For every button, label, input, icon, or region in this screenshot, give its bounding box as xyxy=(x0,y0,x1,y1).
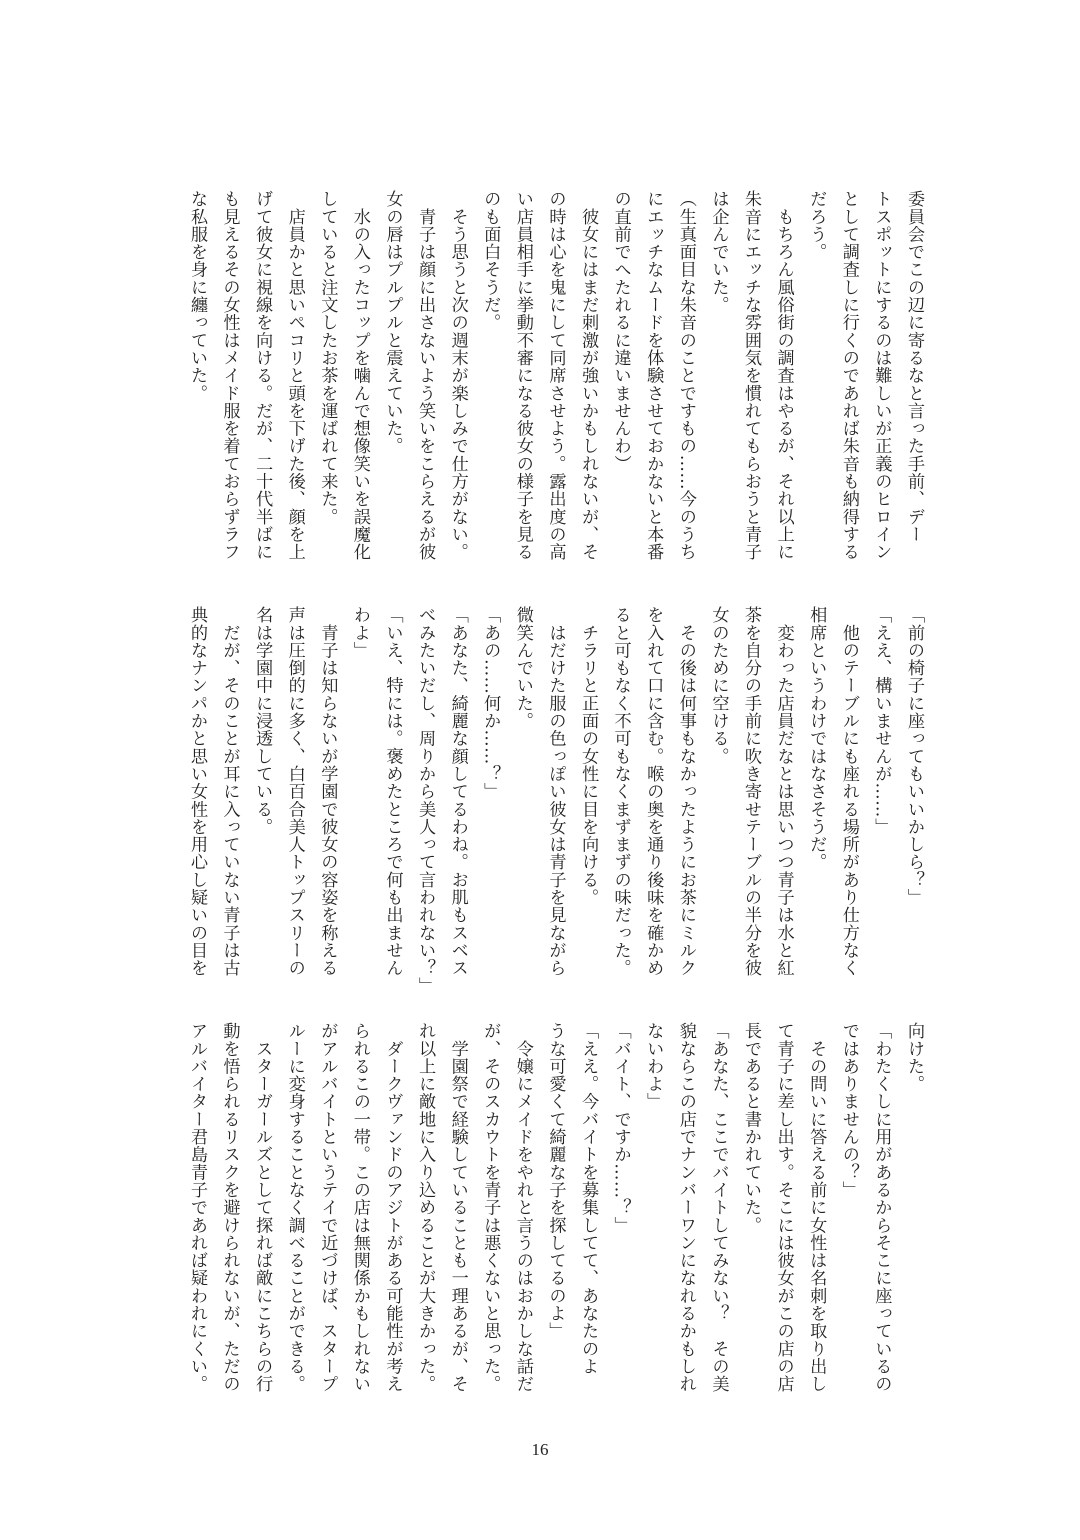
text-column: はだけた服の色っぽい彼女は青子を見ながら xyxy=(545,606,566,977)
text-column: ないわよ」 xyxy=(643,1022,664,1111)
text-block-bottom xyxy=(180,1022,930,1393)
text-column: い店員相手に挙動不審になる彼女の様子を見る xyxy=(512,190,533,561)
text-column: 向けた。 xyxy=(904,1022,924,1093)
text-column: 声は圧倒的に多く、白百合美人トップスリーの xyxy=(284,606,305,977)
text-column: 店員かと思いペコリと頭を下げた後、顔を上 xyxy=(284,190,305,561)
text-column: 女の唇はプルプルと震えていた。 xyxy=(382,190,403,455)
text-column: 「バイト、ですか……？」 xyxy=(610,1022,631,1234)
text-column: 他のテーブルにも座れる場所があり仕方なく xyxy=(838,606,859,977)
text-column: 「ええ。今バイトを募集してて、あなたのよ xyxy=(578,1022,599,1375)
text-column: な私服を身に纏っていた。 xyxy=(186,190,207,402)
text-column: トスポットにするのは難しいが正義のヒロイン xyxy=(871,190,892,561)
text-column: その後は何事もなかったようにお茶にミルク xyxy=(675,606,696,977)
text-column: 名は学園中に浸透している。 xyxy=(252,606,273,836)
text-column: ると可もなく不可もなくまずまずの味だった。 xyxy=(610,606,631,977)
text-column: （生真面目な朱音のことですもの……今のうち xyxy=(675,190,696,561)
text-column: もちろん風俗街の調査はやるが、それ以上に xyxy=(773,190,794,561)
text-column: は企んでいた。 xyxy=(708,190,729,314)
text-column: れ以上に敵地に入り込めることが大きかった。 xyxy=(415,1022,436,1393)
text-column: 委員会でこの辺に寄るなと言った手前、デー xyxy=(904,190,924,543)
text-column: も見えるその女性はメイド服を着ておらずラフ xyxy=(219,190,240,561)
text-column: 変わった店員だなとは思いつつ青子は水と紅 xyxy=(773,606,794,977)
text-column: の直前でへたれるに違いませんわ） xyxy=(610,190,631,473)
text-column: アルバイター君島青子であれば疑われにくい。 xyxy=(186,1022,207,1393)
text-column: 彼女にはまだ刺激が強いかもしれないが、そ xyxy=(578,190,599,561)
text-column: 青子は顔に出さないよう笑いをこらえるが彼 xyxy=(415,190,436,561)
text-column: として調査しに行くのであれば朱音も納得する xyxy=(838,190,859,561)
text-column: 貌ならこの店でナンバーワンになれるかもしれ xyxy=(675,1022,696,1393)
text-column: の時は心を鬼にして同席させよう。露出度の高 xyxy=(545,190,566,561)
text-column: 令嬢にメイドをやれと言うのはおかしな話だ xyxy=(512,1022,533,1393)
text-column: うな可愛くて綺麗な子を探してるのよ」 xyxy=(545,1022,566,1340)
text-column: が、そのスカウトを青子は悪くないと思った。 xyxy=(480,1022,501,1393)
text-column: ルーに変身することなく調べることができる。 xyxy=(284,1022,305,1393)
text-column: 朱音にエッチな雰囲気を慣れてもらおうと青子 xyxy=(741,190,762,561)
text-column: していると注文したお茶を運ばれて来た。 xyxy=(317,190,338,526)
text-column: げて彼女に視線を向ける。だが、二十代半ばに xyxy=(252,190,273,561)
text-column: ではありませんの？」 xyxy=(838,1022,859,1199)
text-column: 典的なナンパかと思い女性を用心し疑いの目を xyxy=(186,606,207,977)
text-column: 水の入ったコップを噛んで想像笑いを誤魔化 xyxy=(349,190,370,561)
text-column: スターガールズとして探れば敵にこちらの行 xyxy=(252,1022,273,1393)
text-column: 学園祭で経験していることも一理あるが、そ xyxy=(447,1022,468,1393)
page-number: 16 xyxy=(531,1440,549,1459)
text-column: その問いに答える前に女性は名刺を取り出し xyxy=(806,1022,827,1393)
text-column: 「あなた、綺麗な顔してるわね。お肌もスベス xyxy=(447,606,468,977)
text-column: 「いえ、特には。褒めたところで何も出ません xyxy=(382,606,403,977)
text-column: だが、そのことが耳に入っていない青子は古 xyxy=(219,606,240,977)
text-column: 長であると書かれていた。 xyxy=(741,1022,762,1234)
text-column: 「わたくしに用があるからそこに座っているの xyxy=(871,1022,892,1393)
text-column: 茶を自分の手前に吹き寄せテーブルの半分を彼 xyxy=(741,606,762,977)
text-column: て青子に差し出す。そこには彼女がこの店の店 xyxy=(773,1022,794,1393)
text-column: 動を悟られるリスクを避けられないが、ただの xyxy=(219,1022,240,1393)
text-column: だろう。 xyxy=(806,190,827,261)
text-block-top xyxy=(180,190,930,561)
text-column: チラリと正面の女性に目を向ける。 xyxy=(578,606,599,907)
text-column: 「前の椅子に座ってもいいかしら？」 xyxy=(904,606,924,907)
text-block-middle xyxy=(180,606,930,995)
text-column: ダークヴァンドのアジトがある可能性が考え xyxy=(382,1022,403,1393)
text-column: 「あなた、ここでバイトしてみない？ その美 xyxy=(708,1022,729,1393)
text-column: わよ」 xyxy=(349,606,370,659)
text-column: 「あの……何か……？」 xyxy=(480,606,501,801)
text-column: 相席というわけではなさそうだ。 xyxy=(806,606,827,871)
text-column: られるこの一帯。この店は無関係かもしれない xyxy=(349,1022,370,1393)
text-column: べみたいだし、周りから美人って言われない？」 xyxy=(415,606,436,995)
text-column: を入れて口に含む。喉の奥を通り後味を確かめ xyxy=(643,606,664,977)
text-column: 「ええ、構いませんが……」 xyxy=(871,606,892,836)
text-column: そう思うと次の週末が楽しみで仕方がない。 xyxy=(447,190,468,561)
text-column: 青子は知らないが学園で彼女の容姿を称える xyxy=(317,606,338,977)
text-column: 女のために空ける。 xyxy=(708,606,729,765)
text-column: がアルバイトというテイで近づけば、スタープ xyxy=(317,1022,338,1393)
text-column: 微笑んでいた。 xyxy=(512,606,533,730)
text-column: のも面白そうだ。 xyxy=(480,190,501,332)
text-column: にエッチなムードを体験させておかないと本番 xyxy=(643,190,664,561)
